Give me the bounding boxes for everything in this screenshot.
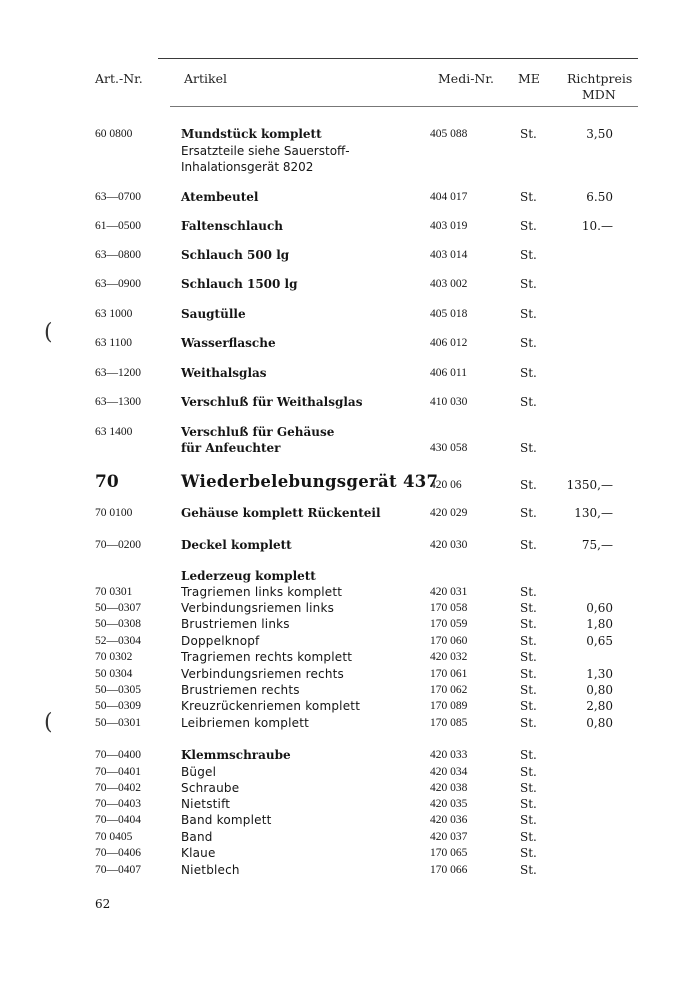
unit: St.	[520, 765, 537, 779]
unit: St.	[520, 366, 537, 380]
header-artikel: Artikel	[184, 71, 227, 86]
unit: St.	[520, 307, 537, 321]
page-number: 62	[95, 897, 111, 911]
unit: St.	[520, 506, 537, 520]
art-nr: 70—0402	[95, 782, 141, 794]
art-nr: 63 1400	[95, 426, 133, 438]
group-title: Wiederbelebungsgerät 437	[181, 472, 439, 491]
article-name: Schlauch 500 lg	[181, 248, 290, 262]
art-nr: 63—0700	[95, 191, 141, 203]
unit: St.	[520, 683, 537, 697]
article-name: Brustriemen links	[181, 617, 290, 631]
art-nr: 50 0304	[95, 668, 133, 680]
margin-mark: (	[44, 320, 53, 345]
article-name: Bügel	[181, 765, 217, 779]
medi-nr: 170 062	[430, 684, 468, 696]
medi-nr: 430 058	[430, 442, 468, 454]
medi-nr: 403 019	[430, 220, 468, 232]
article-name: Doppelknopf	[181, 634, 260, 648]
unit: St.	[520, 601, 537, 615]
unit: St.	[520, 748, 537, 762]
art-nr: 70—0406	[95, 847, 141, 859]
article-name: Klaue	[181, 846, 216, 860]
art-nr: 70—0407	[95, 864, 141, 876]
unit: St.	[520, 634, 537, 648]
article-name: Brustriemen rechts	[181, 683, 300, 697]
medi-nr: 410 030	[430, 396, 468, 408]
medi-nr: 420 036	[430, 814, 468, 826]
art-nr: 63—1200	[95, 367, 141, 379]
header-richtpreis: Richtpreis	[567, 71, 633, 86]
article-name: Band komplett	[181, 813, 272, 827]
medi-nr: 170 061	[430, 668, 468, 680]
medi-nr: 403 002	[430, 278, 468, 290]
header-top-rule	[158, 58, 638, 59]
article-name: Saugtülle	[181, 307, 246, 321]
art-nr: 70—0404	[95, 814, 141, 826]
medi-nr: 170 058	[430, 602, 468, 614]
unit: St.	[520, 781, 537, 795]
unit: St.	[520, 336, 537, 350]
unit: St.	[520, 813, 537, 827]
price: 0,60	[586, 601, 613, 615]
art-nr: 52—0304	[95, 635, 141, 647]
article-name: Verschluß für Weithalsglas	[181, 395, 363, 409]
unit: St.	[520, 585, 537, 599]
article-name: Nietblech	[181, 863, 240, 877]
art-nr: 63—1300	[95, 396, 141, 408]
medi-nr: 403 014	[430, 249, 468, 261]
article-name: Schraube	[181, 781, 240, 795]
medi-nr: 170 085	[430, 717, 468, 729]
medi-nr: 420 031	[430, 586, 468, 598]
medi-nr: 170 089	[430, 700, 468, 712]
unit: St.	[520, 127, 537, 141]
price: 1,30	[586, 667, 613, 681]
unit: St.	[520, 830, 537, 844]
medi-nr: 420 038	[430, 782, 468, 794]
article-name: Klemmschraube	[181, 748, 291, 762]
price: 0,80	[586, 716, 613, 730]
unit: St.	[520, 797, 537, 811]
art-nr: 50—0309	[95, 700, 141, 712]
article-name: Wasserflasche	[181, 336, 276, 350]
medi-nr: 170 059	[430, 618, 468, 630]
medi-nr: 420 06	[430, 479, 462, 491]
art-nr: 50—0308	[95, 618, 141, 630]
art-nr: 70 0302	[95, 651, 133, 663]
medi-nr: 170 060	[430, 635, 468, 647]
article-name: Weithalsglas	[181, 366, 267, 380]
unit: St.	[520, 395, 537, 409]
article-name: Band	[181, 830, 213, 844]
art-nr: 70 0301	[95, 586, 133, 598]
medi-nr: 420 032	[430, 651, 468, 663]
price: 6.50	[586, 190, 613, 204]
art-nr: 63 1100	[95, 337, 132, 349]
unit: St.	[520, 617, 537, 631]
article-name: Verschluß für Gehäuse	[181, 425, 335, 439]
art-nr: 63—0800	[95, 249, 141, 261]
unit: St.	[520, 538, 537, 552]
article-name: Schlauch 1500 lg	[181, 277, 298, 291]
medi-nr: 405 088	[430, 128, 468, 140]
unit: St.	[520, 248, 537, 262]
group-number: 70	[95, 472, 119, 492]
article-name: Atembeutel	[181, 190, 259, 204]
medi-nr: 420 037	[430, 831, 468, 843]
header-art-nr: Art.-Nr.	[95, 71, 143, 86]
unit: St.	[520, 699, 537, 713]
article-name: Nietstift	[181, 797, 231, 811]
price: 10.—	[581, 219, 613, 233]
article-name: Gehäuse komplett Rückenteil	[181, 506, 381, 520]
art-nr: 50—0301	[95, 717, 141, 729]
price: 130,—	[574, 506, 613, 520]
art-nr: 63 1000	[95, 308, 133, 320]
art-nr: 70 0405	[95, 831, 133, 843]
article-name: Deckel komplett	[181, 538, 292, 552]
medi-nr: 406 011	[430, 367, 467, 379]
art-nr: 50—0307	[95, 602, 141, 614]
article-name: Kreuzrückenriemen komplett	[181, 699, 361, 713]
art-nr: 63—0900	[95, 278, 141, 290]
price: 3,50	[586, 127, 613, 141]
price: 75,—	[581, 538, 613, 552]
margin-mark: (	[44, 710, 53, 735]
art-nr: 70—0403	[95, 798, 141, 810]
medi-nr: 420 033	[430, 749, 468, 761]
header-bottom-rule	[170, 106, 638, 107]
art-nr: 60 0800	[95, 128, 133, 140]
price: 0,65	[586, 634, 613, 648]
header-medi-nr: Medi-Nr.	[438, 71, 494, 86]
medi-nr: 420 029	[430, 507, 468, 519]
unit: St.	[520, 478, 537, 492]
article-name: Verbindungsriemen links	[181, 601, 335, 615]
medi-nr: 170 065	[430, 847, 468, 859]
article-name: Tragriemen rechts komplett	[181, 650, 353, 664]
article-note: Inhalationsgerät 8202	[181, 160, 314, 174]
price: 2,80	[586, 699, 613, 713]
unit: St.	[520, 441, 537, 455]
unit: St.	[520, 277, 537, 291]
article-name: Faltenschlauch	[181, 219, 283, 233]
art-nr: 61—0500	[95, 220, 141, 232]
medi-nr: 405 018	[430, 308, 468, 320]
price: 1350,—	[566, 478, 613, 492]
art-nr: 70—0200	[95, 539, 141, 551]
art-nr: 70—0400	[95, 749, 141, 761]
unit: St.	[520, 716, 537, 730]
medi-nr: 420 034	[430, 766, 468, 778]
art-nr: 70 0100	[95, 507, 133, 519]
medi-nr: 170 066	[430, 864, 468, 876]
article-name: Mundstück komplett	[181, 127, 322, 141]
unit: St.	[520, 846, 537, 860]
unit: St.	[520, 863, 537, 877]
article-name: Tragriemen links komplett	[181, 585, 343, 599]
price: 1,80	[586, 617, 613, 631]
article-note: Ersatzteile siehe Sauerstoff-	[181, 144, 350, 158]
art-nr: 50—0305	[95, 684, 141, 696]
unit: St.	[520, 190, 537, 204]
article-name: Verbindungsriemen rechts	[181, 667, 345, 681]
price: 0,80	[586, 683, 613, 697]
unit: St.	[520, 219, 537, 233]
subgroup-heading: Lederzeug komplett	[181, 569, 316, 583]
medi-nr: 420 030	[430, 539, 468, 551]
article-name-line2: für Anfeuchter	[181, 441, 281, 455]
medi-nr: 404 017	[430, 191, 468, 203]
header-currency: MDN	[582, 87, 616, 102]
header-me: ME	[518, 71, 540, 86]
art-nr: 70—0401	[95, 766, 141, 778]
medi-nr: 420 035	[430, 798, 468, 810]
article-name: Leibriemen komplett	[181, 716, 310, 730]
medi-nr: 406 012	[430, 337, 468, 349]
unit: St.	[520, 667, 537, 681]
unit: St.	[520, 650, 537, 664]
